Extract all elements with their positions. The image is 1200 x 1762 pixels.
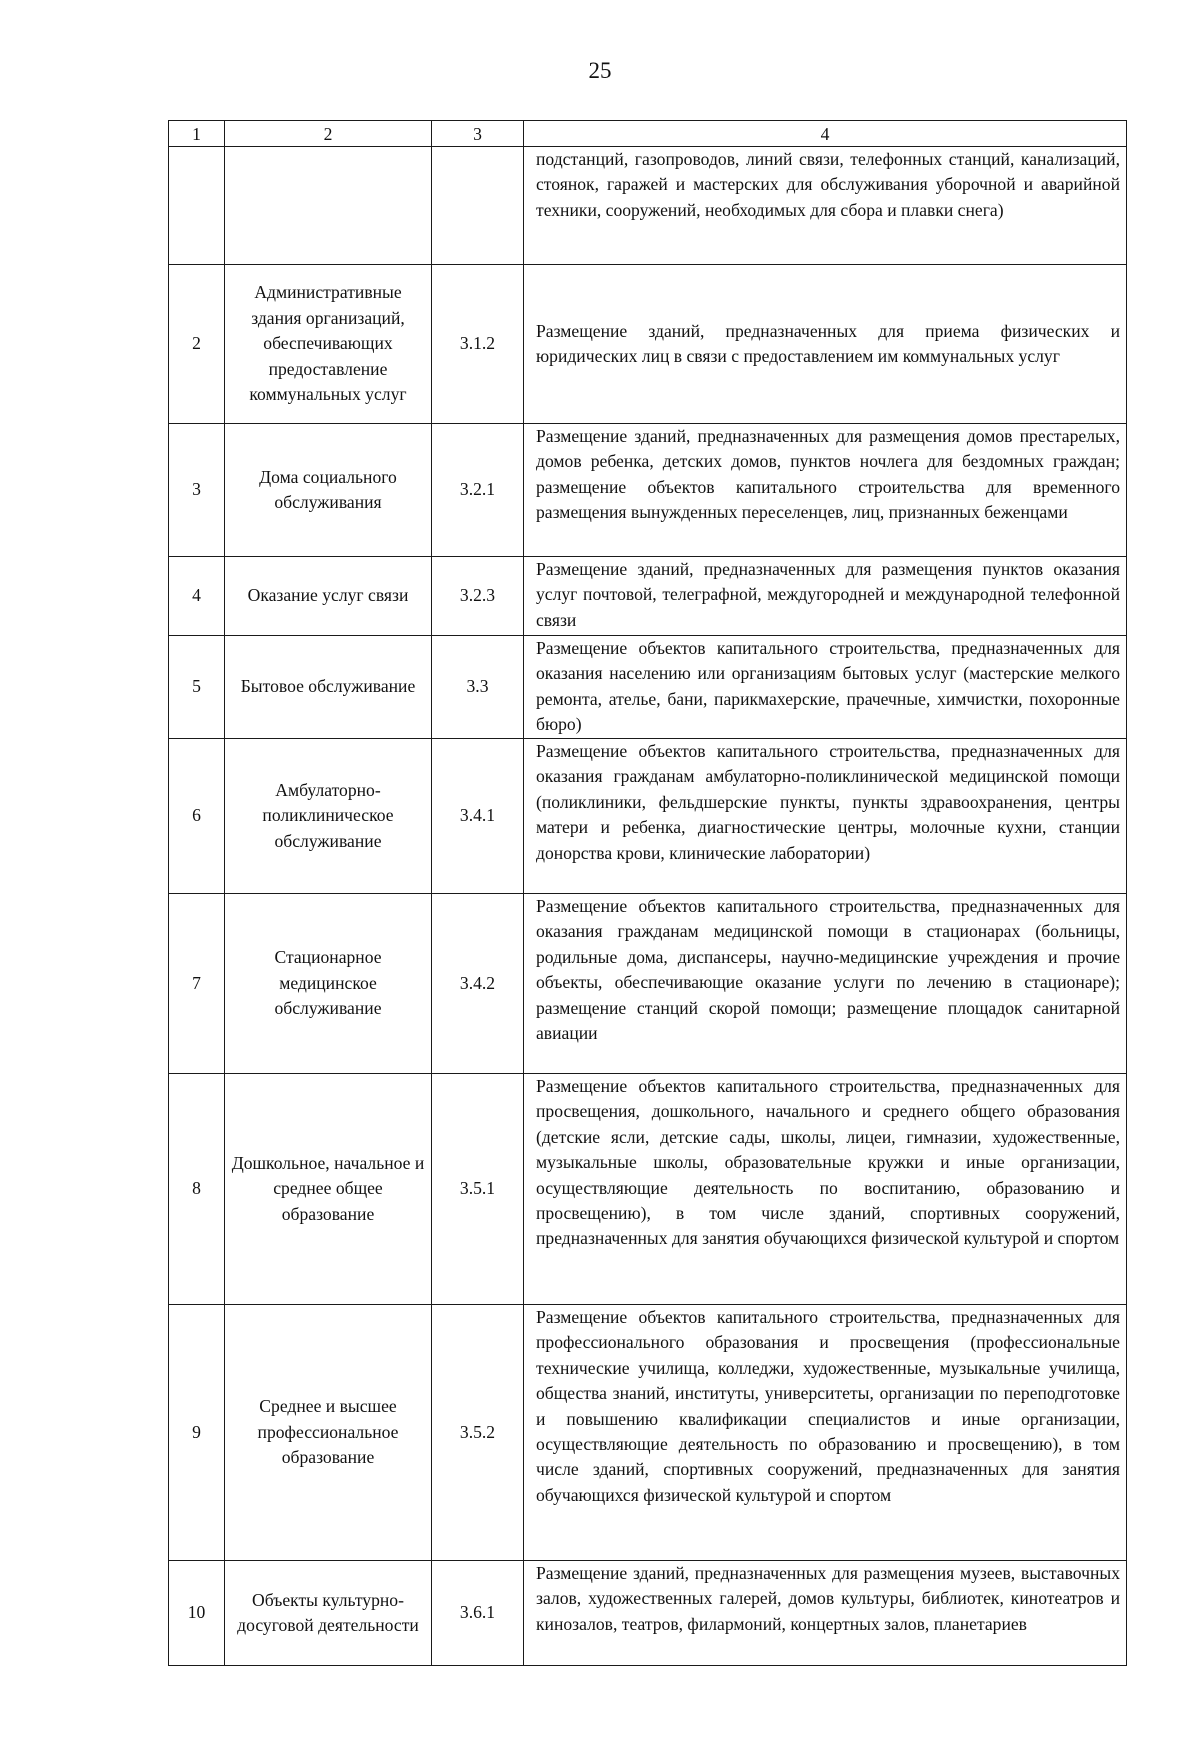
row-number: 3 (169, 424, 225, 557)
land-use-description: Размещение зданий, предназначенных для размещения музеев, выставочных залов, художественных галерей, домов культуры, библиотек, кинотеатров и кинозалов, театров, филармоний, концертных залов, планетариев (524, 1561, 1127, 1666)
land-use-description: Размещение объектов капитального строительства, предназначенных для оказания гражданам медицинской помощи в стационарах (больницы, родильные дома, диспансеры, научно-медицинские учреждения и прочие объекты, обеспечивающие оказание услуги по лечению в стационаре); размещение станций скорой помощи; размещение площадок санитарной авиации (524, 894, 1127, 1074)
land-use-code: 3.2.3 (432, 557, 524, 636)
table-row (169, 894, 1127, 1074)
row-number: 7 (169, 894, 225, 1074)
land-use-table (168, 120, 1127, 1666)
table-row (169, 1561, 1127, 1666)
land-use-name: Объекты культурно-досуговой деятельности (225, 1561, 432, 1666)
land-use-description: подстанций, газопроводов, линий связи, телефонных станций, канализаций, стоянок, гаражей и мастерских для обслуживания уборочной и аварийной техники, сооружений, необходимых для сбора и плавки снега) (524, 147, 1127, 265)
land-use-name: Бытовое обслуживание (225, 636, 432, 739)
land-use-name (225, 147, 432, 265)
land-use-code: 3.4.1 (432, 739, 524, 894)
land-use-description: Размещение зданий, предназначенных для размещения пунктов оказания услуг почтовой, телеграфной, междугородней и международной телефонной связи (524, 557, 1127, 636)
land-use-description: Размещение объектов капитального строительства, предназначенных для оказания гражданам амбулаторно-поликлинической медицинской помощи (поликлиники, фельдшерские пункты, пункты здравоохранения, центры матери и ребенка, диагностические центры, молочные кухни, станции донорства крови, клинические лаборатории) (524, 739, 1127, 894)
row-number: 6 (169, 739, 225, 894)
land-use-description: Размещение зданий, предназначенных для размещения домов престарелых, домов ребенка, детских домов, пунктов ночлега для бездомных граждан; размещение объектов капитального строительства для временного размещения вынужденных переселенцев, лиц, признанных беженцами (524, 424, 1127, 557)
land-use-name: Среднее и высшее профессиональное образование (225, 1305, 432, 1561)
land-use-name: Административные здания организаций, обеспечивающих предоставление коммунальных услуг (225, 265, 432, 424)
table-row (169, 557, 1127, 636)
land-use-description: Размещение объектов капитального строительства, предназначенных для профессионального образования и просвещения (профессиональные технические училища, колледжи, художественные, музыкальные училища, общества знаний, институты, университеты, организации по переподготовке и повышению квалификации специалистов и иные организации, осуществляющие деятельность по образованию и просвещению), в том числе зданий, спортивных сооружений, предназначенных для занятия обучающихся физической культурой и спортом (524, 1305, 1127, 1561)
land-use-code (432, 147, 524, 265)
table-header-row (169, 121, 1127, 147)
table-row (169, 265, 1127, 424)
page-number: 25 (588, 58, 612, 83)
header-cell-2: 2 (225, 121, 432, 147)
land-use-name: Оказание услуг связи (225, 557, 432, 636)
land-use-code: 3.3 (432, 636, 524, 739)
row-number: 4 (169, 557, 225, 636)
header-cell-4: 4 (524, 121, 1127, 147)
table-row (169, 636, 1127, 739)
land-use-code: 3.6.1 (432, 1561, 524, 1666)
land-use-name: Дома социального обслуживания (225, 424, 432, 557)
land-use-name: Стационарное медицинское обслуживание (225, 894, 432, 1074)
land-use-description: Размещение объектов капитального строительства, предназначенных для просвещения, дошкольного, начального и среднего общего образования (детские ясли, детские сады, школы, лицеи, гимназии, художественные, музыкальные школы, образовательные кружки и иные организации, осуществляющие деятельность по воспитанию, образованию и просвещению), в том числе зданий, спортивных сооружений, предназначенных для занятия обучающихся физической культурой и спортом (524, 1074, 1127, 1305)
row-number: 9 (169, 1305, 225, 1561)
row-number: 5 (169, 636, 225, 739)
land-use-name: Амбулаторно-поликлиническое обслуживание (225, 739, 432, 894)
table-row (169, 1074, 1127, 1305)
row-number: 2 (169, 265, 225, 424)
land-use-code: 3.5.2 (432, 1305, 524, 1561)
land-use-name: Дошкольное, начальное и среднее общее образование (225, 1074, 432, 1305)
table-row (169, 1305, 1127, 1561)
table-row (169, 739, 1127, 894)
land-use-code: 3.4.2 (432, 894, 524, 1074)
header-cell-1: 1 (169, 121, 225, 147)
header-cell-3: 3 (432, 121, 524, 147)
land-use-code: 3.2.1 (432, 424, 524, 557)
land-use-description: Размещение объектов капитального строительства, предназначенных для оказания населению или организациям бытовых услуг (мастерские мелкого ремонта, ателье, бани, парикмахерские, прачечные, химчистки, похоронные бюро) (524, 636, 1127, 739)
land-use-code: 3.1.2 (432, 265, 524, 424)
row-number: 8 (169, 1074, 225, 1305)
land-use-description: Размещение зданий, предназначенных для приема физических и юридических лиц в связи с предоставлением им коммунальных услуг (524, 265, 1127, 424)
table-row (169, 147, 1127, 265)
land-use-code: 3.5.1 (432, 1074, 524, 1305)
row-number: 10 (169, 1561, 225, 1666)
table-row (169, 424, 1127, 557)
row-number (169, 147, 225, 265)
